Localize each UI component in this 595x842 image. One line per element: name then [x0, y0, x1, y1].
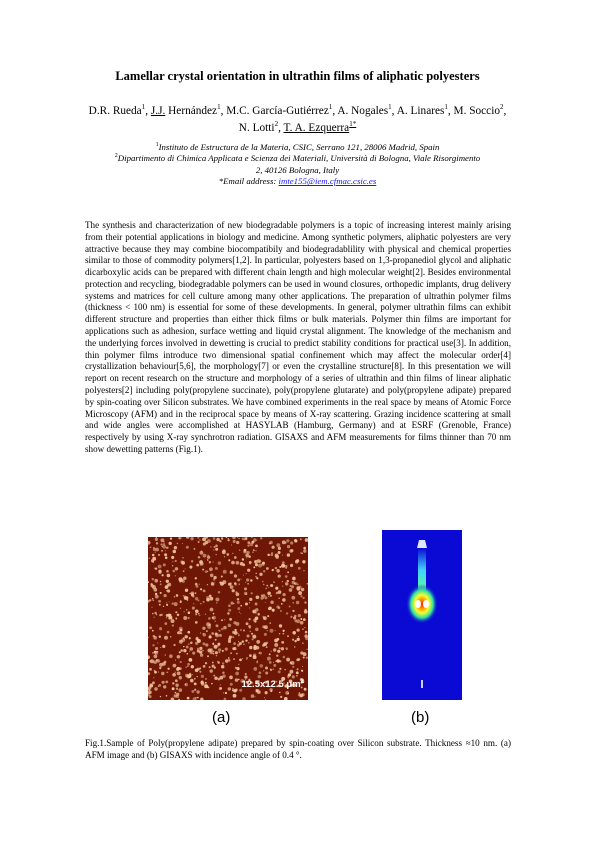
- author-name: M. Soccio$^2$: [453, 103, 504, 117]
- author-name: T. A. Ezquerra$^{1*}$: [283, 120, 357, 134]
- figure-label-a: (a): [212, 709, 231, 726]
- affiliation-2-cont: 2, 40126 Bologna, Italy: [255, 164, 340, 175]
- body-paragraph: The synthesis and characterization of new biodegradable polymers is a topic of increasing interest mainly arising from their potential applications in biology and medicine. Among synthetic polymers, aliphatic polyesters are very attractive because they may combine biocompatibily and biodegradablility with physical and chemical properties similar to those of commodity polymers[1,2]. In particular, polyesters based on 1,3-propanediol glycol and aliphatic dicarboxylic acids can be prepared with different chain length and high molecular weight[2]. Besides environmental protection and recycling, biodegradable polymers can be used in wound closures, orthopedic implants, drug delivery systems and matrices for cell culture among many other applications. The preparation of ultrathin polymer films (thickness < 100 nm) is essential for some of these developments. In general, polymer ultrathin films can exhibit different structure and properties than either thick films or bulk materials. Polymer thin films are important for applications such as adhesion, surface wetting and liquid crystal alignment. The knowledge of the mechanism and the underlying forces involved in dewetting is crucial to predict stability conditions for practical use[3]. In addition, thin polymer films introduce two dimensional spatial confinement which may affect the molecular order[4] crystallization behaviour[5,6], the morphology[7] or even the crystalline structure[8]. In this presentation we will report on recent research on the structure and morphology of a series of ultrathin and thin films of linear aliphatic polyesters[2] including poly(propylene succinate), poly(propylene glutarate) and poly(propylene adipate) prepared by spin-coating over Silicon substrates. We have combined experiments in the real space by means of Atomic Force Microscopy (AFM) and in the reciprocal space by means of X-ray scattering. Grazing incidence scattering at small and wide angles were accomplished at HASYLAB (Hamburg, Germany) and at ESRF (Grenoble, France) respectively by using X-ray synchrotron radiation. GISAXS and AFM measurements for films thinner than 70 nm show dewetting patterns (Fig.1).: [85, 220, 511, 454]
- author-name: J.J.: [150, 105, 166, 117]
- scattering-peak: [406, 584, 438, 624]
- author-name: A. Nogales$^1$: [337, 103, 392, 117]
- figure-label-b: (b): [411, 709, 430, 726]
- affiliation-1: $^1$Instituto de Estructura de la Materia, CSIC, Serrano 121, 28006 Madrid, Spain: [155, 142, 440, 152]
- afm-texture: [148, 537, 308, 700]
- affiliation-2: $^2$Dipartimento di Chimica Applicata e Scienza dei Materiali, Università di Bologna, Viale Risorgimento: [114, 153, 481, 164]
- author-list: D.R. Rueda$^1$, J.J. Hernández$^1$, M.C. García-Gutiérrez$^1$, A. Nogales$^1$, A. Linares$^1$, M. Soccio$^2$, N. Lotti$^2$, T. A. Ezquerra$^{1*}$: [88, 103, 507, 134]
- paper-title: Lamellar crystal orientation in ultrathin films of aliphatic polyesters: [115, 69, 480, 83]
- email-line: *Email address: imte155@iem.cfmac.csic.es: [218, 176, 377, 187]
- author-name: D.R. Rueda$^1$: [88, 103, 146, 117]
- gisaxs-image: [382, 530, 462, 700]
- afm-scale-label: 12.5x12.5 $\mu m^2$: [241, 678, 304, 690]
- author-name: Hernández$^1$: [168, 103, 221, 117]
- author-name: M.C. García-Gutiérrez$^1$: [226, 103, 333, 117]
- direct-beam-mark: [421, 680, 423, 688]
- affiliations: [60, 142, 535, 188]
- figure-caption: Fig.1.Sample of Poly(propylene adipate) prepared by spin-coating over Silicon substrate. Thickness ≈10 nm. (a) AFM image and (b) GISAXS with incidence angle of 0.4 °.: [85, 738, 511, 760]
- author-name: N. Lotti$^2$: [238, 120, 279, 134]
- author-name: A. Linares$^1$: [396, 103, 448, 117]
- afm-image: [148, 537, 308, 700]
- gisaxs-pattern: [382, 530, 462, 700]
- email-link[interactable]: imte155@iem.cfmac.csic.es: [278, 176, 377, 187]
- beamstop: [417, 540, 427, 548]
